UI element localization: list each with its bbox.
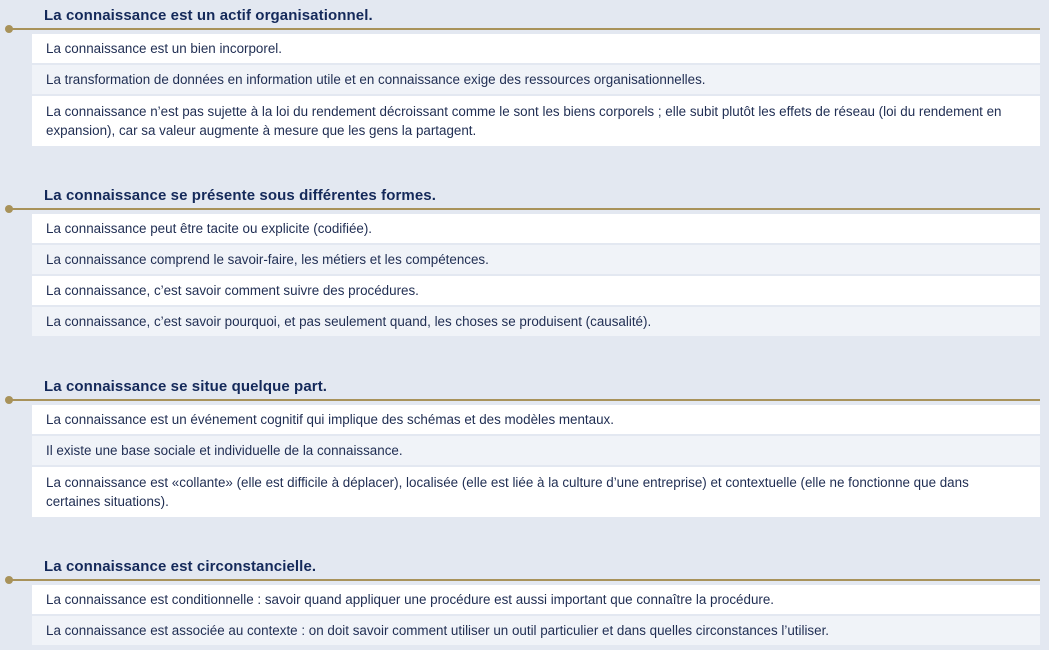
section-items — [32, 405, 1040, 519]
list-item: La transformation de données en information utile et en connaissance exige des ressources organisationnelles. — [32, 65, 1040, 96]
section-divider — [10, 399, 1040, 401]
list-item: La connaissance, c’est savoir comment suivre des procédures. — [32, 276, 1040, 307]
section-located-somewhere — [0, 373, 1049, 519]
list-item: La connaissance est associée au contexte : on doit savoir comment utiliser un outil particulier et dans quelles circonstances l’utiliser. — [32, 616, 1040, 647]
section-title: La connaissance se présente sous différentes formes. — [44, 187, 437, 204]
section-different-forms — [0, 182, 1049, 338]
section-title: La connaissance est un actif organisationnel. — [44, 7, 373, 24]
section-items — [32, 585, 1040, 647]
section-header — [0, 2, 1049, 32]
list-item: La connaissance, c’est savoir pourquoi, et pas seulement quand, les choses se produisent (causalité). — [32, 307, 1040, 338]
section-header — [0, 553, 1049, 583]
section-header — [0, 182, 1049, 212]
section-divider — [10, 579, 1040, 581]
bullet-dot-icon — [5, 576, 13, 584]
list-item: La connaissance est un événement cognitif qui implique des schémas et des modèles mentaux. — [32, 405, 1040, 436]
list-item: La connaissance est «collante» (elle est difficile à déplacer), localisée (elle est liée à la culture d’une entreprise) et contextuelle (elle ne fonctionne que dans certaines situations). — [32, 467, 1040, 519]
section-title: La connaissance est circonstancielle. — [44, 558, 317, 575]
section-organizational-asset — [0, 2, 1049, 148]
section-items — [32, 34, 1040, 148]
list-item: La connaissance peut être tacite ou explicite (codifiée). — [32, 214, 1040, 245]
list-item: La connaissance comprend le savoir-faire, les métiers et les compétences. — [32, 245, 1040, 276]
section-header — [0, 373, 1049, 403]
bullet-dot-icon — [5, 396, 13, 404]
section-items — [32, 214, 1040, 338]
list-item: La connaissance est conditionnelle : savoir quand appliquer une procédure est aussi important que connaître la procédure. — [32, 585, 1040, 616]
section-divider — [10, 28, 1040, 30]
list-item: Il existe une base sociale et individuelle de la connaissance. — [32, 436, 1040, 467]
list-item: La connaissance n’est pas sujette à la loi du rendement décroissant comme le sont les biens corporels ; elle subit plutôt les effets de réseau (loi du rendement en expansion), car sa valeur augmente à mesure que les gens la partagent. — [32, 96, 1040, 148]
section-divider — [10, 208, 1040, 210]
section-circumstantial — [0, 553, 1049, 647]
bullet-dot-icon — [5, 25, 13, 33]
bullet-dot-icon — [5, 205, 13, 213]
section-title: La connaissance se situe quelque part. — [44, 378, 328, 395]
list-item: La connaissance est un bien incorporel. — [32, 34, 1040, 65]
